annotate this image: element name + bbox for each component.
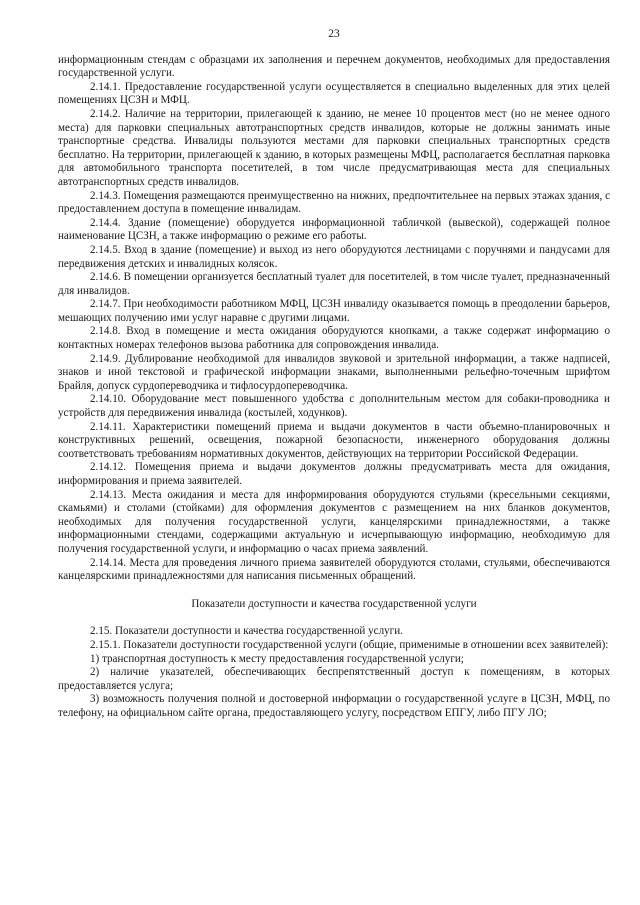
paragraph-2-14-3: 2.14.3. Помещения размещаются преимущественно на нижних, предпочтительнее на первых этажах здания, с предоставлением доступа в помещение инвалидам. bbox=[58, 189, 610, 216]
paragraph-2-14-8: 2.14.8. Вход в помещение и места ожидания оборудуются кнопками, а также содержат информацию о контактных номерах телефонов вызова работника для сопровождения инвалида. bbox=[58, 325, 610, 352]
section-heading: Показатели доступности и качества государственной услуги bbox=[191, 597, 477, 610]
paragraph-continuation: информационным стендам с образцами их заполнения и перечнем документов, необходимых для предоставления государственной услуги. bbox=[58, 53, 610, 80]
list-item-3: 3) возможность получения полной и достоверной информации о государственной услуге в ЦСЗН, МФЦ, по телефону, на официальном сайте органа, предоставляющего услугу, посредством ЕПГУ, либо ПГУ ЛО; bbox=[58, 693, 610, 719]
paragraph-2-14-1: 2.14.1. Предоставление государственной услуги осуществляется в специально выделенных для этих целей помещениях ЦСЗН и МФЦ. bbox=[58, 80, 610, 107]
paragraph-2-14-2: 2.14.2. Наличие на территории, прилегающей к зданию, не менее 10 процентов мест (но не менее одного места) для парковки специальных автотранспортных средств инвалидов, которые не должны занимать иные транспортные средства. Инвалиды пользуются местами для парковки специальных транспортных средств бесплатно. На территории, прилегающей к зданию, в которых размещены МФЦ, располагается бесплатная парковка для автомобильного транспорта посетителей, в том числе предусматривающая места для специальных автотранспортных средств инвалидов. bbox=[58, 107, 610, 188]
top-section bbox=[58, 54, 610, 584]
paragraph-2-15: 2.15. Показатели доступности и качества государственной услуги. bbox=[90, 625, 403, 638]
list-item-1: 1) транспортная доступность к месту предоставления государственной услуги; bbox=[90, 652, 464, 665]
paragraph-2-14-11: 2.14.11. Характеристики помещений приема и выдачи документов в части объемно-планировочных и конструктивных решений, освещения, пожарной безопасности, инженерного оборудования должны соответствовать требованиям нормативных документов, действующих на территории Российской Федерации. bbox=[58, 420, 610, 460]
paragraph-2-14-7: 2.14.7. При необходимости работником МФЦ, ЦСЗН инвалиду оказывается помощь в преодолении барьеров, мешающих получению ими услуг наравне с другими лицами. bbox=[58, 298, 610, 324]
paragraph-2-15-1: 2.15.1. Показатели доступности государственной услуги (общие, применимые в отношении всех заявителей): bbox=[90, 638, 609, 651]
paragraph-2-14-10: 2.14.10. Оборудование мест повышенного удобства с дополнительным местом для собаки-проводника и устройств для передвижения инвалида (костылей, ходунков). bbox=[58, 393, 610, 420]
paragraph-2-14-6: 2.14.6. В помещении организуется бесплатный туалет для посетителей, в том числе туалет, предназначенный для инвалидов. bbox=[58, 271, 610, 297]
paragraph-2-14-9: 2.14.9. Дублирование необходимой для инвалидов звуковой и зрительной информации, а также надписей, знаков и иной текстовой и графической информации знаками, выполненными рельефно-точечным шрифтом Брайля, допуск сурдопереводчика и тифлосурдопереводчика. bbox=[58, 352, 610, 392]
paragraph-2-14-4: 2.14.4. Здание (помещение) оборудуется информационной табличкой (вывеской), содержащей полное наименование ЦСЗН, а также информацию о режиме его работы. bbox=[58, 216, 610, 243]
list-item-2: 2) наличие указателей, обеспечивающих беспрепятственный доступ к помещениям, в которых предоставляется услуга; bbox=[58, 666, 610, 692]
bottom-section bbox=[58, 625, 610, 720]
paragraph-2-14-13: 2.14.13. Места ожидания и места для информирования оборудуются стульями (кресельными секциями, скамьями) и столами (стойками) для оформления документов с размещением на них бланков документов, необходимых для получения государственной услуги, канцелярскими принадлежностями, а также информационными стендами, содержащими актуальную и исчерпывающую информацию, необходимую для получения государственной услуги, и информацию о часах приема заявлений. bbox=[58, 488, 610, 555]
paragraph-2-14-5: 2.14.5. Вход в здание (помещение) и выход из него оборудуются лестницами с поручнями и пандусами для передвижения детских и инвалидных колясок. bbox=[58, 243, 610, 270]
paragraph-2-14-14: 2.14.14. Места для проведения личного приема заявителей оборудуются столами, стульями, обеспечиваются канцелярскими принадлежностями для написания письменных обращений. bbox=[58, 556, 610, 583]
page-number: 23 bbox=[328, 28, 340, 40]
paragraph-2-14-12: 2.14.12. Помещения приема и выдачи документов должны предусматривать места для ожидания, информирования и приема заявителей. bbox=[58, 461, 610, 487]
